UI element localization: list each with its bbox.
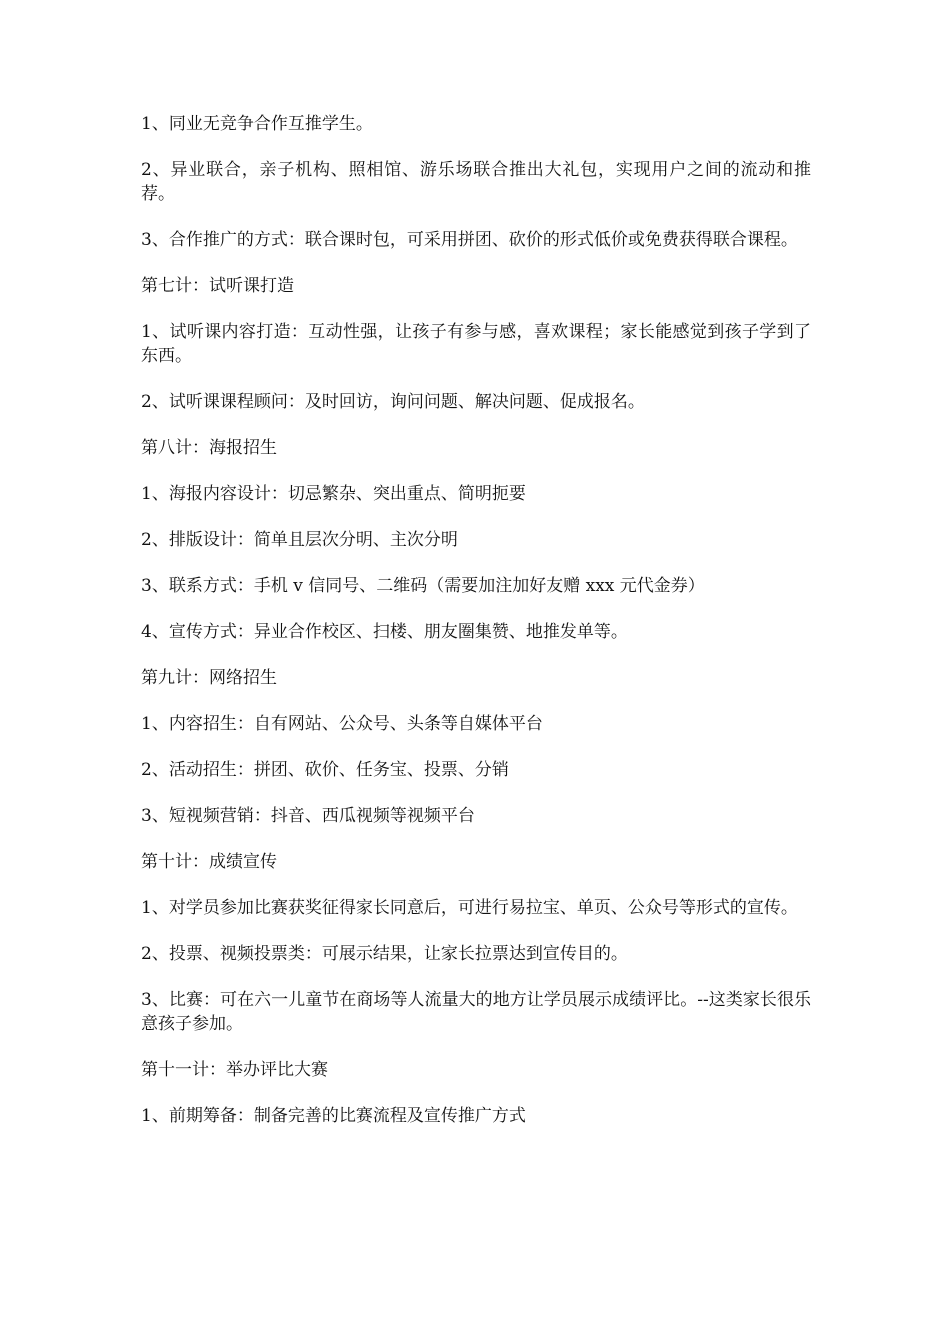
paragraph-trial-class-1: 1、试听课内容打造：互动性强，让孩子有参与感，喜欢课程；家长能感觉到孩子学到了东西。 <box>141 322 811 366</box>
paragraph-results-3: 3、比赛：可在六一儿童节在商场等人流量大的地方让学员展示成绩评比。--这类家长很乐意孩子参加。 <box>141 990 811 1034</box>
section-heading-results: 第十计：成绩宣传 <box>141 852 277 872</box>
paragraph-cooperation-3: 3、合作推广的方式：联合课时包，可采用拼团、砍价的形式低价或免费获得联合课程。 <box>141 230 798 250</box>
section-heading-online: 第九计：网络招生 <box>141 668 277 688</box>
paragraph-online-1: 1、内容招生：自有网站、公众号、头条等自媒体平台 <box>141 714 543 734</box>
paragraph-results-1: 1、对学员参加比赛获奖征得家长同意后，可进行易拉宝、单页、公众号等形式的宣传。 <box>141 898 798 918</box>
paragraph-poster-4: 4、宣传方式：异业合作校区、扫楼、朋友圈集赞、地推发单等。 <box>141 622 628 642</box>
paragraph-poster-3: 3、联系方式：手机 v 信同号、二维码（需要加注加好友赠 xxx 元代金券） <box>141 576 705 596</box>
document-body <box>141 112 811 1150</box>
section-heading-competition: 第十一计：举办评比大赛 <box>141 1060 328 1080</box>
paragraph-poster-1: 1、海报内容设计：切忌繁杂、突出重点、简明扼要 <box>141 484 526 504</box>
paragraph-competition-1: 1、前期筹备：制备完善的比赛流程及宣传推广方式 <box>141 1106 526 1126</box>
paragraph-cooperation-2: 2、异业联合，亲子机构、照相馆、游乐场联合推出大礼包，实现用户之间的流动和推荐。 <box>141 160 811 204</box>
paragraph-online-3: 3、短视频营销：抖音、西瓜视频等视频平台 <box>141 806 475 826</box>
paragraph-results-2: 2、投票、视频投票类：可展示结果，让家长拉票达到宣传目的。 <box>141 944 628 964</box>
section-heading-trial-class: 第七计：试听课打造 <box>141 276 294 296</box>
section-heading-poster: 第八计：海报招生 <box>141 438 277 458</box>
paragraph-cooperation-1: 1、同业无竞争合作互推学生。 <box>141 114 373 134</box>
paragraph-poster-2: 2、排版设计：简单且层次分明、主次分明 <box>141 530 458 550</box>
paragraph-trial-class-2: 2、试听课课程顾问：及时回访，询问问题、解决问题、促成报名。 <box>141 392 645 412</box>
paragraph-online-2: 2、活动招生：拼团、砍价、任务宝、投票、分销 <box>141 760 509 780</box>
